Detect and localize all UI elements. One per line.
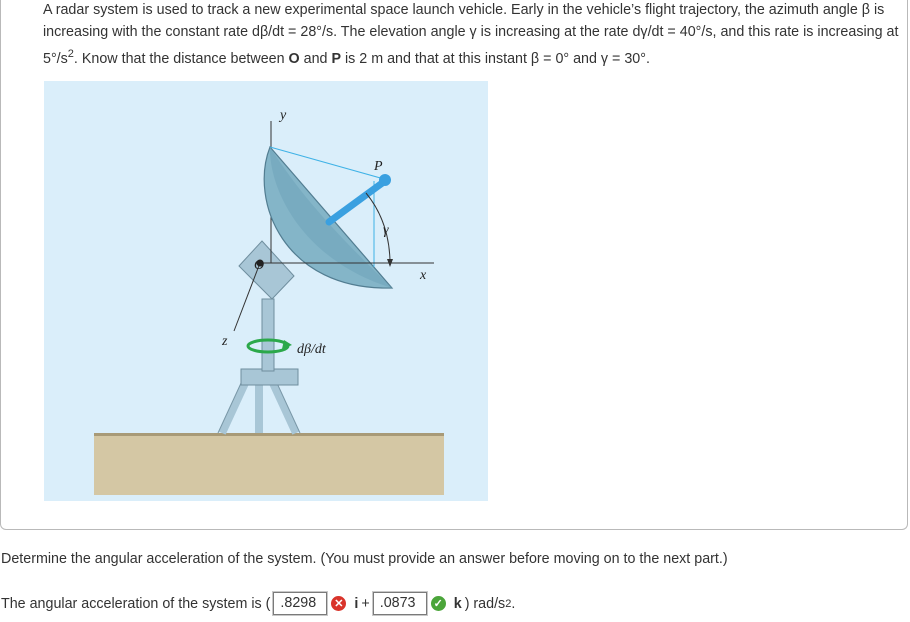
label-P: P [374,159,383,174]
mast [262,299,274,371]
label-rate: dβ/dt [297,342,326,357]
unit-vector-i: i [354,595,359,612]
answer-i-input[interactable]: .8298 [273,592,327,615]
radar-figure [44,81,488,501]
unit-vector-k: k [453,595,462,612]
answer-units-exponent: 2 [505,597,512,610]
ground [94,433,444,495]
incorrect-icon: ✕ [331,596,346,611]
answer-units: ) rad/s [464,595,506,612]
label-z: z [222,334,228,349]
plus-sign: + [361,595,370,612]
label-gamma: γ [383,223,389,238]
answer-suffix: . [511,595,516,612]
label-y: y [280,108,287,123]
label-O: O [254,258,265,273]
answer-k-input[interactable]: .0873 [373,592,427,615]
question-text: Determine the angular acceleration of the system. (You must provide an answer before moving on to the next part.) [1,551,728,567]
label-x: x [420,268,427,283]
point-P [379,174,391,186]
problem-statement: A radar system is used to track a new experimental space launch vehicle. Early in the vehicle’s flight trajectory, the azimuth angle β is increasing with the constant rate dβ/dt = 28°/s. The elevation angle γ is increasing at the rate dγ/dt = 40°/s, and this rate is increasing at $5^\circ/s^2$. Know that the distance between O and P is 2 m and that at this instant β = 0° and γ = 30°. [43,2,899,67]
answer-prefix: The angular acceleration of the system is ( [1,595,271,612]
answer-line [1,592,515,615]
correct-icon: ✓ [431,596,446,611]
